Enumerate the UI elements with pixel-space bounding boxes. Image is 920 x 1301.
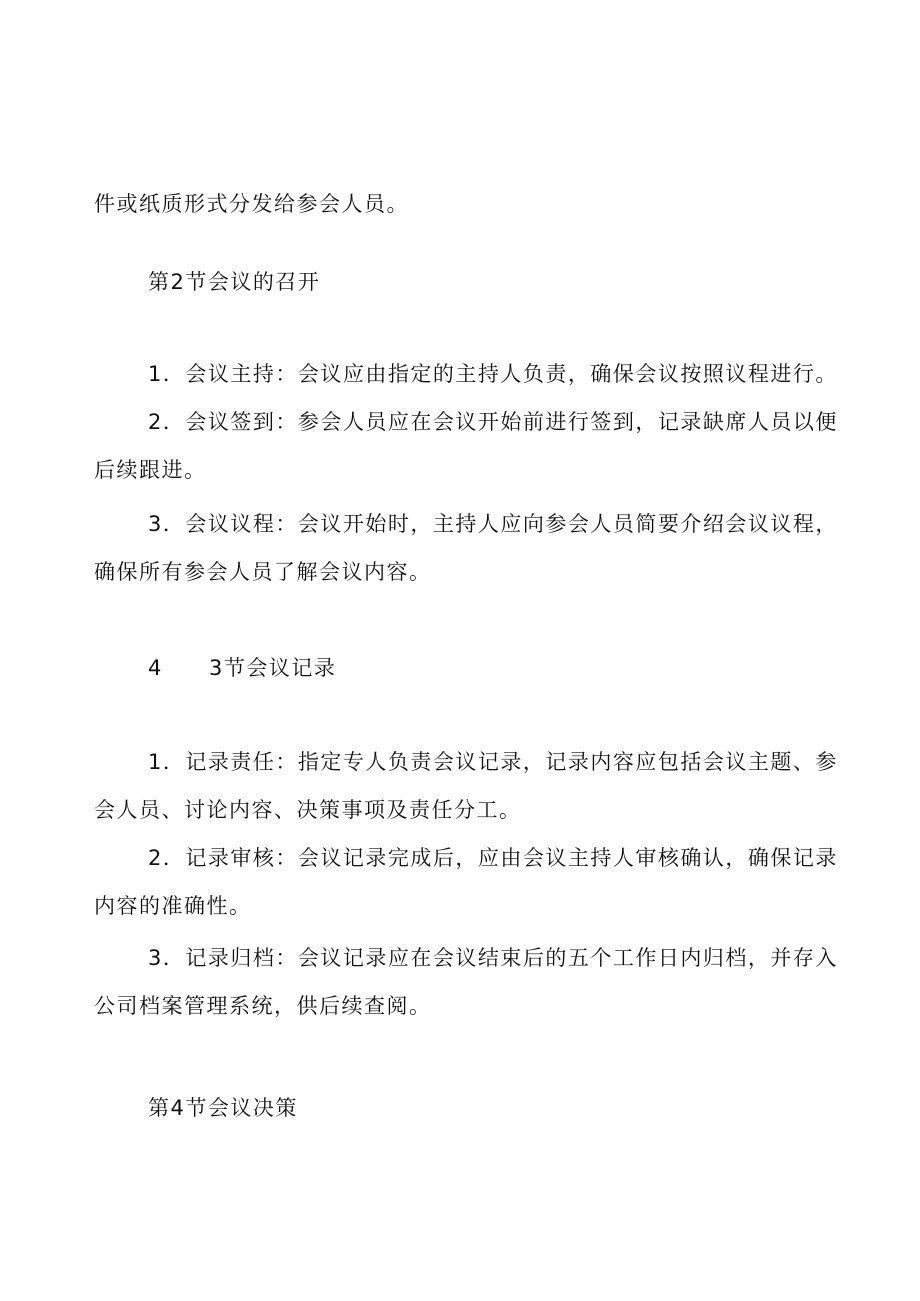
list-item-continuation: 会人员、讨论内容、决策事项及责任分工。	[94, 798, 522, 822]
list-item-continuation: 确保所有参会人员了解会议内容。	[94, 560, 432, 584]
section-number: 4	[148, 656, 163, 680]
section-heading: 第4节会议决策	[148, 1096, 298, 1120]
list-item-line: 1．记录责任：指定专人负责会议记录，记录内容应包括会议主题、参	[148, 750, 838, 774]
list-item-line: 1．会议主持：会议应由指定的主持人负责，确保会议按照议程进行。	[148, 362, 838, 386]
list-item-line: 3．会议议程：会议开始时，主持人应向参会人员简要介绍会议议程，	[148, 512, 838, 536]
paragraph-line: 件或纸质形式分发给参会人员。	[94, 192, 409, 216]
list-item-continuation: 内容的准确性。	[94, 894, 252, 918]
list-item-line: 3．记录归档：会议记录应在会议结束后的五个工作日内归档，并存入	[148, 946, 838, 970]
list-item-continuation: 后续跟进。	[94, 458, 207, 482]
list-item-continuation: 公司档案管理系统，供后续查阅。	[94, 994, 432, 1018]
section-heading: 3节会议记录	[209, 656, 337, 680]
section-heading: 第2节会议的召开	[148, 270, 321, 294]
list-item-line: 2．记录审核：会议记录完成后，应由会议主持人审核确认，确保记录	[148, 846, 838, 870]
list-item-line: 2．会议签到：参会人员应在会议开始前进行签到，记录缺席人员以便	[148, 410, 838, 434]
